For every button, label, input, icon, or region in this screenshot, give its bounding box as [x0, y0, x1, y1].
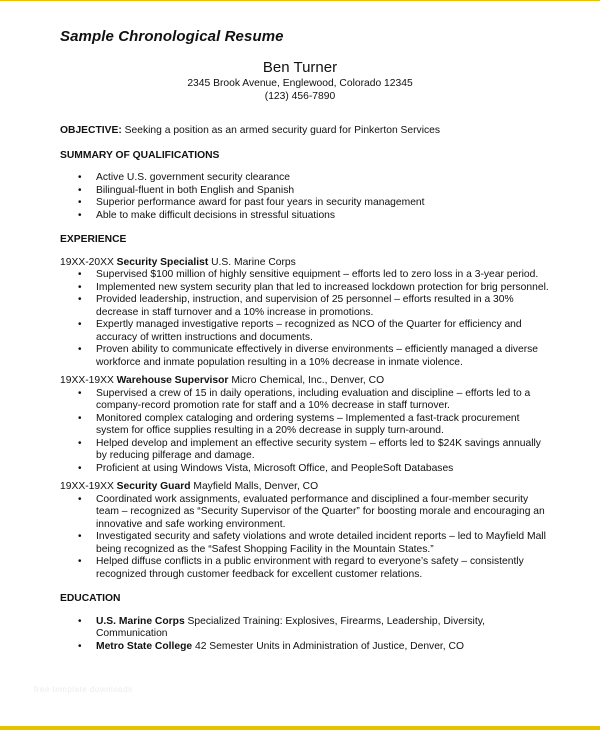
job-title-line [60, 481, 550, 494]
list-item: • Investigated security and safety violations and wrote detailed incident reports – led to Mayfield Mall being recognized as the “Safest Shopping Facility in the Mountain States.” [60, 531, 550, 556]
job-employer: U.S. Marine Corps [208, 256, 296, 268]
objective-text: Seeking a position as an armed security guard for Pinkerton Services [121, 125, 441, 136]
job-bullets [60, 269, 550, 369]
job-dates: 19XX-20XX [60, 256, 117, 268]
list-item: • Active U.S. government security clearance [60, 172, 550, 185]
qualifications-heading: SUMMARY OF QUALIFICATIONS [60, 149, 220, 161]
job-bullets [60, 388, 550, 476]
experience-heading: EXPERIENCE [60, 234, 127, 245]
education-heading: EDUCATION [60, 593, 121, 604]
list-item: • Proven ability to communicate effectively in diverse environments – efficiently managed a diverse workforce and inmate population resulting in a 10% decrease in inmate violence. [60, 344, 550, 369]
job-title-line [60, 257, 550, 270]
resume-header [0, 59, 600, 103]
education-list [60, 616, 550, 654]
list-item [60, 616, 550, 641]
list-item: • Coordinated work assignments, evaluated performance and disciplined a four-member security team – recognized as “Security Supervisor of the Quarter” for boosting morale and encouraging an innovative and safe working environment. [60, 494, 550, 532]
job-entry [60, 257, 550, 370]
document-title: Sample Chronological Resume [60, 28, 284, 45]
list-item: • Provided leadership, instruction, and supervision of 25 personnel – efforts resulted in a 30% decrease in staff turnover and a 10% increase in promotions. [60, 294, 550, 319]
list-item: • Supervised $100 million of highly sensitive equipment – efforts led to zero loss in a 3-year period. [60, 269, 550, 282]
watermark: free template downloads [34, 685, 133, 694]
job-employer: Micro Chemical, Inc., Denver, CO [228, 375, 385, 386]
list-item: • Superior performance award for past four years in security management [60, 197, 550, 210]
list-item: • Helped diffuse conflicts in a public environment with regard to everyone’s safety – consistently recognized through customer feedback for excellent customer relations. [60, 556, 550, 581]
list-item: • Bilingual-fluent in both English and Spanish [60, 185, 550, 198]
objective-label: OBJECTIVE: [60, 125, 122, 136]
school-name: Metro State College [96, 640, 193, 652]
resume-body [60, 125, 550, 653]
list-item: • Expertly managed investigative reports – recognized as NCO of the Quarter for efficiency and accuracy of written instructions and documents. [60, 319, 550, 344]
list-item: • Implemented new system security plan that led to increased lockdown protection for brig personnel. [60, 282, 550, 295]
applicant-address: 2345 Brook Avenue, Englewood, Colorado 12345 [187, 78, 413, 89]
job-title: Security Guard [116, 481, 191, 492]
applicant-name: Ben Turner [262, 59, 338, 76]
job-employer: Mayfield Malls, Denver, CO [190, 481, 319, 492]
list-item [60, 641, 550, 654]
list-item: • Proficient at using Windows Vista, Microsoft Office, and PeopleSoft Databases [60, 463, 550, 476]
job-title-line [60, 375, 550, 388]
job-title: Security Specialist [116, 256, 209, 268]
qualifications-list [60, 172, 550, 222]
job-entry [60, 481, 550, 581]
school-detail: Specialized Training: Explosives, Firearms, Leadership, Diversity, Communication [96, 615, 485, 639]
list-item: • Monitored complex cataloging and ordering systems – Implemented a fast-track procurement system for office supplies resulting in a 20% decrease in supply turn-around. [60, 413, 550, 438]
list-item: • Able to make difficult decisions in stressful situations [60, 210, 550, 223]
job-title: Warehouse Supervisor [116, 375, 229, 386]
objective-section [60, 125, 550, 138]
job-entry [60, 375, 550, 475]
job-dates: 19XX-19XX [60, 375, 117, 386]
job-bullets [60, 494, 550, 582]
school-detail: 42 Semester Units in Administration of Justice, Denver, CO [192, 640, 464, 652]
job-dates: 19XX-19XX [60, 481, 117, 492]
list-item: • Helped develop and implement an effective security system – efforts led to $24K savings annually by reducing pilferage and damage. [60, 438, 550, 463]
applicant-phone: (123) 456-7890 [264, 91, 336, 102]
school-name: U.S. Marine Corps [96, 615, 185, 627]
list-item: • Supervised a crew of 15 in daily operations, including evaluation and discipline – efforts led to a company-record promotion rate for staff and a 10% decrease in staff turnover. [60, 388, 550, 413]
